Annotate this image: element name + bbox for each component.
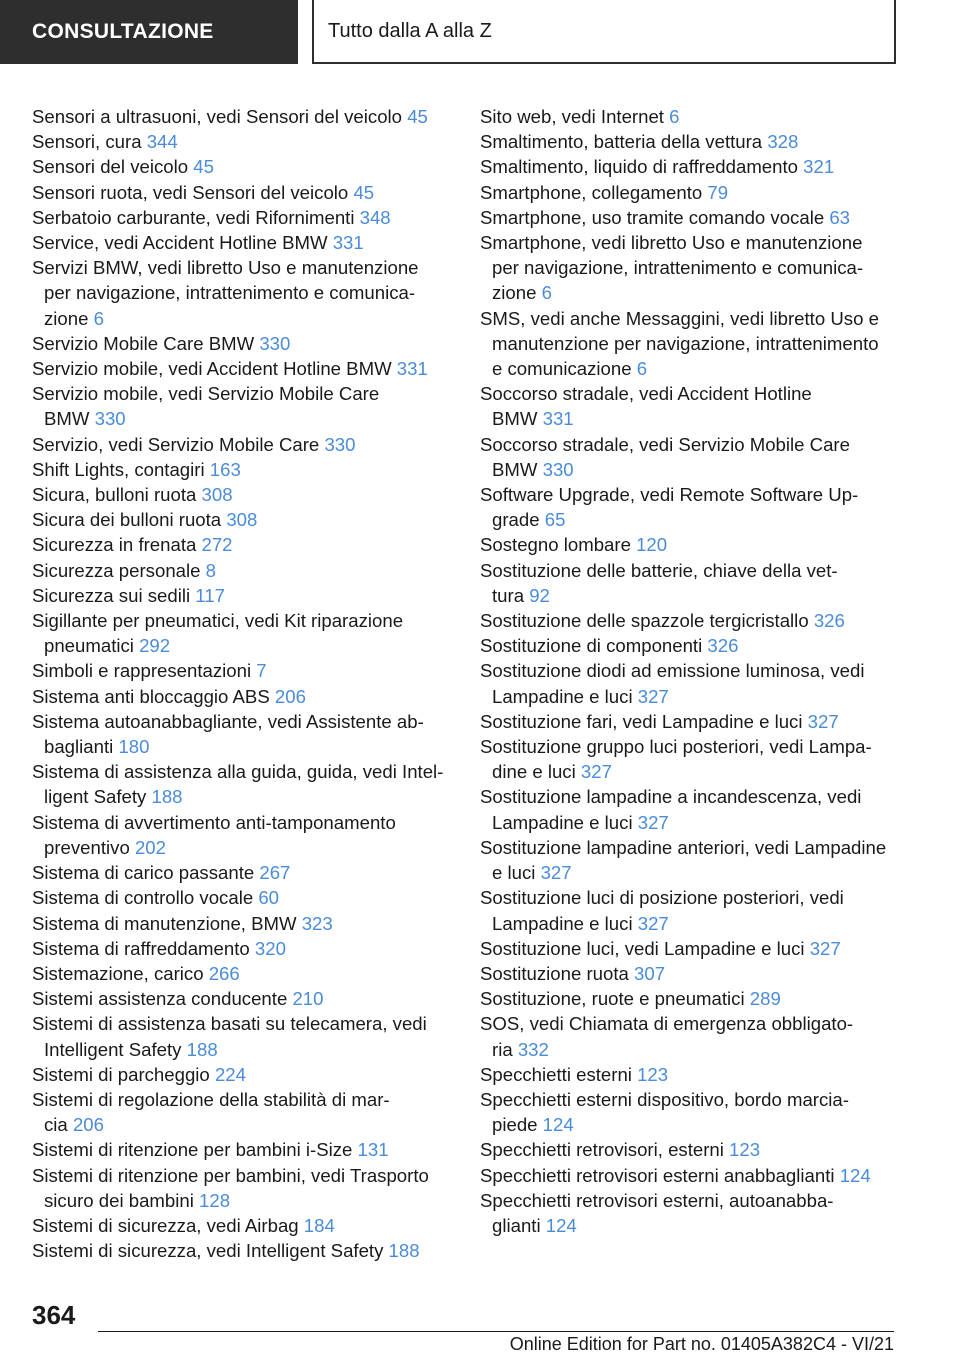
index-entry bbox=[480, 1087, 900, 1137]
page-reference-link[interactable]: 267 bbox=[259, 862, 291, 884]
page-reference-link[interactable]: 6 bbox=[541, 282, 552, 304]
index-entry bbox=[32, 860, 452, 885]
index-entry-text: sicuro dei bambini bbox=[44, 1189, 200, 1211]
index-entry-text: Sostituzione di componenti bbox=[480, 635, 708, 657]
page-reference-link[interactable]: 6 bbox=[93, 307, 104, 329]
index-entry bbox=[480, 205, 900, 230]
index-entry bbox=[480, 558, 900, 608]
page-reference-link[interactable]: 289 bbox=[749, 988, 781, 1010]
index-entry bbox=[480, 1062, 900, 1087]
page-reference-link[interactable]: 307 bbox=[634, 962, 666, 984]
page-reference-link[interactable]: 292 bbox=[139, 635, 171, 657]
index-entry-text: BMW bbox=[44, 408, 95, 430]
index-entry bbox=[480, 784, 900, 834]
index-entry-text: Sensori, cura bbox=[32, 131, 147, 153]
index-entry bbox=[32, 709, 452, 759]
index-entry-text: Serbatoio carburante, vedi Rifornimenti bbox=[32, 206, 360, 228]
page-reference-link[interactable]: 92 bbox=[529, 584, 550, 606]
index-entry-text: baglianti bbox=[44, 736, 119, 758]
index-entry bbox=[32, 608, 452, 658]
index-entry-text: Servizi BMW, vedi libretto Uso e manutenzione bbox=[32, 257, 419, 279]
page-reference-link[interactable]: 327 bbox=[807, 710, 839, 732]
index-entry bbox=[32, 1213, 452, 1238]
page-reference-link[interactable]: 6 bbox=[636, 358, 648, 380]
index-entry-text: Sostituzione fari, vedi Lampadine e luci bbox=[480, 710, 808, 732]
page-reference-link[interactable]: 308 bbox=[226, 509, 258, 531]
page-reference-link[interactable]: 124 bbox=[545, 1214, 577, 1236]
index-entry bbox=[32, 129, 452, 154]
index-entry bbox=[480, 1163, 900, 1188]
page-reference-link[interactable]: 117 bbox=[195, 584, 225, 606]
page-reference-link[interactable]: 348 bbox=[359, 206, 391, 228]
index-entry-text: Sistema di avvertimento anti-tamponamento bbox=[32, 811, 396, 833]
page-reference-link[interactable]: 131 bbox=[357, 1139, 389, 1161]
index-entry-text: Sostituzione lampadine a incandescenza, vedi bbox=[480, 786, 862, 808]
index-entry bbox=[480, 961, 900, 986]
index-entry-text: BMW bbox=[492, 408, 543, 430]
index-entry-text: Sistema anti bloccaggio ABS bbox=[32, 685, 275, 707]
index-entry-text: Smartphone, uso tramite comando vocale bbox=[480, 206, 830, 228]
index-entry bbox=[480, 986, 900, 1011]
index-entry bbox=[32, 885, 452, 910]
index-entry bbox=[32, 911, 452, 936]
page-reference-link[interactable]: 266 bbox=[208, 962, 240, 984]
page-reference-link[interactable]: 65 bbox=[544, 509, 566, 531]
page-reference-link[interactable]: 206 bbox=[274, 685, 306, 707]
page-reference-link[interactable]: 188 bbox=[186, 1038, 218, 1060]
index-entry-text: Shift Lights, contagiri bbox=[32, 458, 210, 480]
page-reference-link[interactable]: 330 bbox=[94, 408, 126, 430]
page-reference-link[interactable]: 327 bbox=[637, 685, 669, 707]
chapter-tab: Tutto dalla A alla Z bbox=[312, 0, 896, 64]
index-entry-text: Sicurezza in frenata bbox=[32, 534, 202, 556]
index-entry bbox=[32, 381, 452, 431]
index-entry-text: manutenzione per navigazione, intrattenimento bbox=[492, 332, 879, 354]
index-entry-text: zione bbox=[492, 282, 542, 304]
page-reference-link[interactable]: 332 bbox=[517, 1038, 549, 1060]
index-entry-text: Sostituzione, ruote e pneumatici bbox=[480, 988, 750, 1010]
page-reference-link[interactable]: 184 bbox=[303, 1214, 335, 1236]
index-entry-text: Software Upgrade, vedi Remote Software Up- bbox=[480, 484, 859, 506]
page-reference-link[interactable]: 128 bbox=[199, 1189, 231, 1211]
page-reference-link[interactable]: 124 bbox=[839, 1164, 871, 1186]
index-entry-text: Servizio Mobile Care BMW bbox=[32, 332, 260, 354]
index-entry-text: Sistemi di sicurezza, vedi Airbag bbox=[32, 1214, 304, 1236]
index-entry-text: Specchietti retrovisori, esterni bbox=[480, 1139, 730, 1161]
page-reference-link[interactable]: 45 bbox=[353, 181, 375, 203]
index-entry bbox=[32, 558, 452, 583]
index-entry-text: Smartphone, collegamento bbox=[480, 181, 708, 203]
index-entry-text: Smaltimento, batteria della vettura bbox=[480, 131, 768, 153]
index-entry-text: Sostituzione diodi ad emissione luminosa, vedi bbox=[480, 660, 865, 682]
index-entry-text: Lampadine e luci bbox=[492, 912, 638, 934]
index-entry-text: Sensori ruota, vedi Sensori del veicolo bbox=[32, 181, 354, 203]
index-entry-text: Sistema di controllo vocale bbox=[32, 887, 259, 909]
index-entry-text: Service, vedi Accident Hotline BMW bbox=[32, 232, 333, 254]
page-reference-link[interactable]: 321 bbox=[803, 156, 835, 178]
index-entry bbox=[480, 885, 900, 935]
index-entry-text: Smartphone, vedi libretto Uso e manutenzione bbox=[480, 232, 863, 254]
index-entry-text: Sostituzione lampadine anteriori, vedi Lampadine bbox=[480, 836, 887, 858]
index-entry bbox=[32, 507, 452, 532]
index-entry-text: per navigazione, intrattenimento e comunica- bbox=[492, 257, 864, 279]
index-entry bbox=[32, 936, 452, 961]
index-column-left bbox=[32, 104, 452, 1263]
index-entry-text: Servizio, vedi Servizio Mobile Care bbox=[32, 433, 325, 455]
index-entry-text: Specchietti esterni bbox=[480, 1063, 638, 1085]
index-entry-text: Sistema di raffreddamento bbox=[32, 937, 255, 959]
page-reference-link[interactable]: 331 bbox=[332, 232, 364, 254]
index-entry-text: Sistemazione, carico bbox=[32, 962, 209, 984]
index-entry-text: Intelligent Safety bbox=[44, 1038, 187, 1060]
index-entry bbox=[32, 532, 452, 557]
index-entry-text: Specchietti retrovisori esterni anabbaglianti bbox=[480, 1164, 840, 1186]
index-entry-text: Sostegno lombare bbox=[480, 534, 637, 556]
index-entry bbox=[32, 457, 452, 482]
page-reference-link[interactable]: 124 bbox=[542, 1114, 574, 1136]
index-entry-text: Lampadine e luci bbox=[492, 811, 638, 833]
index-entry bbox=[480, 1188, 900, 1238]
page-reference-link[interactable]: 320 bbox=[254, 937, 286, 959]
index-entry bbox=[32, 1087, 452, 1137]
index-entry bbox=[32, 658, 452, 683]
index-entry-text: Sensori a ultrasuoni, vedi Sensori del veicolo bbox=[32, 106, 408, 127]
index-entry bbox=[480, 709, 900, 734]
index-entry bbox=[480, 129, 900, 154]
page-reference-link[interactable]: 210 bbox=[292, 988, 324, 1010]
page-reference-link[interactable]: 180 bbox=[118, 736, 150, 758]
index-entry bbox=[480, 482, 900, 532]
index-entry-text: dine e luci bbox=[492, 761, 581, 783]
index-entry bbox=[32, 205, 452, 230]
index-entry bbox=[480, 734, 900, 784]
index-entry-text: Sensori del veicolo bbox=[32, 156, 194, 178]
index-entry bbox=[480, 1011, 900, 1061]
index-entry bbox=[480, 835, 900, 885]
index-entry-text: Sistema di assistenza alla guida, guida, vedi Intel- bbox=[32, 761, 444, 783]
index-entry-text: SMS, vedi anche Messaggini, vedi libretto Uso e bbox=[480, 307, 879, 329]
page-reference-link[interactable]: 163 bbox=[209, 458, 241, 480]
page-number: 364 bbox=[32, 1300, 76, 1330]
index-entry bbox=[32, 255, 452, 331]
index-entry bbox=[32, 432, 452, 457]
index-entry bbox=[32, 1238, 452, 1263]
index-entry-text: Sistema di manutenzione, BMW bbox=[32, 912, 302, 934]
index-entry-text: Servizio mobile, vedi Servizio Mobile Care bbox=[32, 383, 380, 405]
index-entry bbox=[480, 658, 900, 708]
index-entry-text: piede bbox=[492, 1114, 543, 1136]
page-reference-link[interactable]: 120 bbox=[636, 534, 668, 556]
index-entry bbox=[480, 381, 900, 431]
index-entry-text: Simboli e rappresentazioni bbox=[32, 660, 257, 682]
page-reference-link[interactable]: 327 bbox=[637, 912, 669, 934]
index-entry-text: pneumatici bbox=[44, 635, 140, 657]
page-reference-link[interactable]: 63 bbox=[829, 206, 851, 228]
index-entry-text: Sigillante per pneumatici, vedi Kit riparazione bbox=[32, 610, 404, 632]
page-reference-link[interactable]: 6 bbox=[669, 106, 680, 127]
index-entry-text: Sistemi di ritenzione per bambini, vedi Trasporto bbox=[32, 1164, 429, 1186]
index-entry-text: Soccorso stradale, vedi Accident Hotline bbox=[480, 383, 812, 405]
index-entry bbox=[32, 331, 452, 356]
index-entry bbox=[32, 583, 452, 608]
index-entry-text: Sistemi di regolazione della stabilità di mar- bbox=[32, 1088, 390, 1110]
page-reference-link[interactable]: 323 bbox=[301, 912, 333, 934]
page-reference-link[interactable]: 224 bbox=[214, 1063, 246, 1085]
index-column-right bbox=[480, 104, 900, 1238]
page-reference-link[interactable]: 328 bbox=[767, 131, 799, 153]
page-reference-link[interactable]: 308 bbox=[201, 484, 233, 506]
index-entry bbox=[480, 936, 900, 961]
index-entry bbox=[32, 684, 452, 709]
index-entry-text: tura bbox=[492, 584, 530, 606]
index-entry bbox=[32, 180, 452, 205]
index-entry bbox=[32, 986, 452, 1011]
page-reference-link[interactable]: 79 bbox=[707, 181, 729, 203]
index-entry bbox=[32, 1137, 452, 1162]
index-entry bbox=[32, 482, 452, 507]
page-reference-link[interactable]: 60 bbox=[258, 887, 280, 909]
page-reference-link[interactable]: 45 bbox=[193, 156, 214, 178]
page-reference-link[interactable]: 45 bbox=[407, 106, 428, 127]
page-reference-link[interactable]: 123 bbox=[729, 1139, 761, 1161]
index-entry-text: Soccorso stradale, vedi Servizio Mobile Care bbox=[480, 433, 850, 455]
index-entry-text: preventivo bbox=[44, 836, 135, 858]
index-entry-text: cia bbox=[44, 1114, 73, 1136]
index-entry bbox=[480, 230, 900, 306]
page-reference-link[interactable]: 8 bbox=[205, 559, 216, 581]
index-entry-text: grade bbox=[492, 509, 545, 531]
page-reference-link[interactable]: 327 bbox=[540, 862, 572, 884]
index-entry-text: SOS, vedi Chiamata di emergenza obbligato- bbox=[480, 1013, 854, 1035]
page-reference-link[interactable]: 330 bbox=[542, 458, 574, 480]
page-reference-link[interactable]: 330 bbox=[259, 332, 291, 354]
index-entry-text: Sostituzione luci, vedi Lampadine e luci bbox=[480, 937, 810, 959]
index-entry bbox=[32, 961, 452, 986]
index-entry bbox=[32, 356, 452, 381]
index-entry-text: BMW bbox=[492, 458, 543, 480]
page-header bbox=[0, 0, 960, 66]
index-entry bbox=[32, 104, 452, 129]
index-entry bbox=[480, 633, 900, 658]
index-entry-text: per navigazione, intrattenimento e comunica- bbox=[44, 282, 416, 304]
index-entry bbox=[32, 154, 452, 179]
index-entry bbox=[480, 306, 900, 382]
index-entry-text: Sicurezza sui sedili bbox=[32, 584, 196, 606]
edition-note: Online Edition for Part no. 01405A382C4 - VI/21 bbox=[509, 1334, 894, 1354]
index-entry bbox=[480, 608, 900, 633]
index-entry-text: glianti bbox=[492, 1214, 546, 1236]
index-entry-text: Sostituzione gruppo luci posteriori, vedi Lampa- bbox=[480, 736, 872, 758]
index-entry-text: ria bbox=[492, 1038, 518, 1060]
index-entry-text: Lampadine e luci bbox=[492, 685, 638, 707]
index-entry bbox=[480, 532, 900, 557]
page-reference-link[interactable]: 326 bbox=[813, 610, 845, 632]
index-entry-text: Servizio mobile, vedi Accident Hotline BMW bbox=[32, 358, 397, 380]
index-entry-text: Smaltimento, liquido di raffreddamento bbox=[480, 156, 804, 178]
index-entry-text: Sistemi assistenza conducente bbox=[32, 988, 293, 1010]
index-entry bbox=[32, 230, 452, 255]
index-entry-text: Sicura dei bulloni ruota bbox=[32, 509, 227, 531]
page-reference-link[interactable]: 188 bbox=[151, 786, 183, 808]
index-entry-text: Sito web, vedi Internet bbox=[480, 106, 670, 127]
index-entry-text: e luci bbox=[492, 862, 541, 884]
page-reference-link[interactable]: 202 bbox=[134, 836, 166, 858]
page-reference-link[interactable]: 326 bbox=[707, 635, 739, 657]
page-reference-link[interactable]: 331 bbox=[542, 408, 574, 430]
index-entry bbox=[480, 180, 900, 205]
page-reference-link[interactable]: 331 bbox=[396, 358, 428, 380]
index-entry bbox=[480, 432, 900, 482]
index-entry-text: Specchietti retrovisori esterni, autoanabba- bbox=[480, 1189, 834, 1211]
index-entry-text: Sistema autoanabbagliante, vedi Assistente ab- bbox=[32, 710, 424, 732]
index-entry-text: Sicurezza personale bbox=[32, 559, 206, 581]
index-entry bbox=[32, 1163, 452, 1213]
page-reference-link[interactable]: 123 bbox=[637, 1063, 669, 1085]
index-entry-text: Sistemi di sicurezza, vedi Intelligent Safety bbox=[32, 1240, 389, 1262]
index-entry bbox=[480, 1137, 900, 1162]
index-entry-text: Sicura, bulloni ruota bbox=[32, 484, 202, 506]
index-entry bbox=[480, 154, 900, 179]
page-reference-link[interactable]: 272 bbox=[201, 534, 233, 556]
section-tab: CONSULTAZIONE bbox=[0, 0, 298, 64]
index-entry bbox=[32, 1062, 452, 1087]
index-entry-text: Sistemi di assistenza basati su telecamera, vedi bbox=[32, 1013, 427, 1035]
index-entry-text: Sostituzione luci di posizione posteriori, vedi bbox=[480, 887, 844, 909]
index-entry bbox=[32, 810, 452, 860]
page-reference-link[interactable]: 344 bbox=[146, 131, 178, 153]
index-entry-text: Sistemi di parcheggio bbox=[32, 1063, 215, 1085]
index-entry-text: Sostituzione delle spazzole tergicristallo bbox=[480, 610, 814, 632]
index-entry-text: ligent Safety bbox=[44, 786, 152, 808]
page-reference-link[interactable]: 206 bbox=[72, 1114, 104, 1136]
index-entry-text: Specchietti esterni dispositivo, bordo marcia- bbox=[480, 1088, 849, 1110]
page-reference-link[interactable]: 327 bbox=[637, 811, 669, 833]
index-entry-text: Sostituzione delle batterie, chiave della vet- bbox=[480, 559, 838, 581]
index-entry-text: Sostituzione ruota bbox=[480, 962, 635, 984]
index-entry-text: zione bbox=[44, 307, 94, 329]
page-reference-link[interactable]: 330 bbox=[324, 433, 356, 455]
page-reference-link[interactable]: 188 bbox=[388, 1240, 420, 1262]
index-entry bbox=[32, 1011, 452, 1061]
index-entry-text: Sistemi di ritenzione per bambini i-Size bbox=[32, 1139, 358, 1161]
page-reference-link[interactable]: 7 bbox=[256, 660, 267, 682]
index-entry-text: e comunicazione bbox=[492, 358, 637, 380]
page-reference-link[interactable]: 327 bbox=[809, 937, 841, 959]
index-entry-text: Sistema di carico passante bbox=[32, 862, 260, 884]
footer-divider bbox=[98, 1331, 894, 1332]
index-entry bbox=[480, 104, 900, 129]
index-entry bbox=[32, 759, 452, 809]
page-reference-link[interactable]: 327 bbox=[580, 761, 612, 783]
